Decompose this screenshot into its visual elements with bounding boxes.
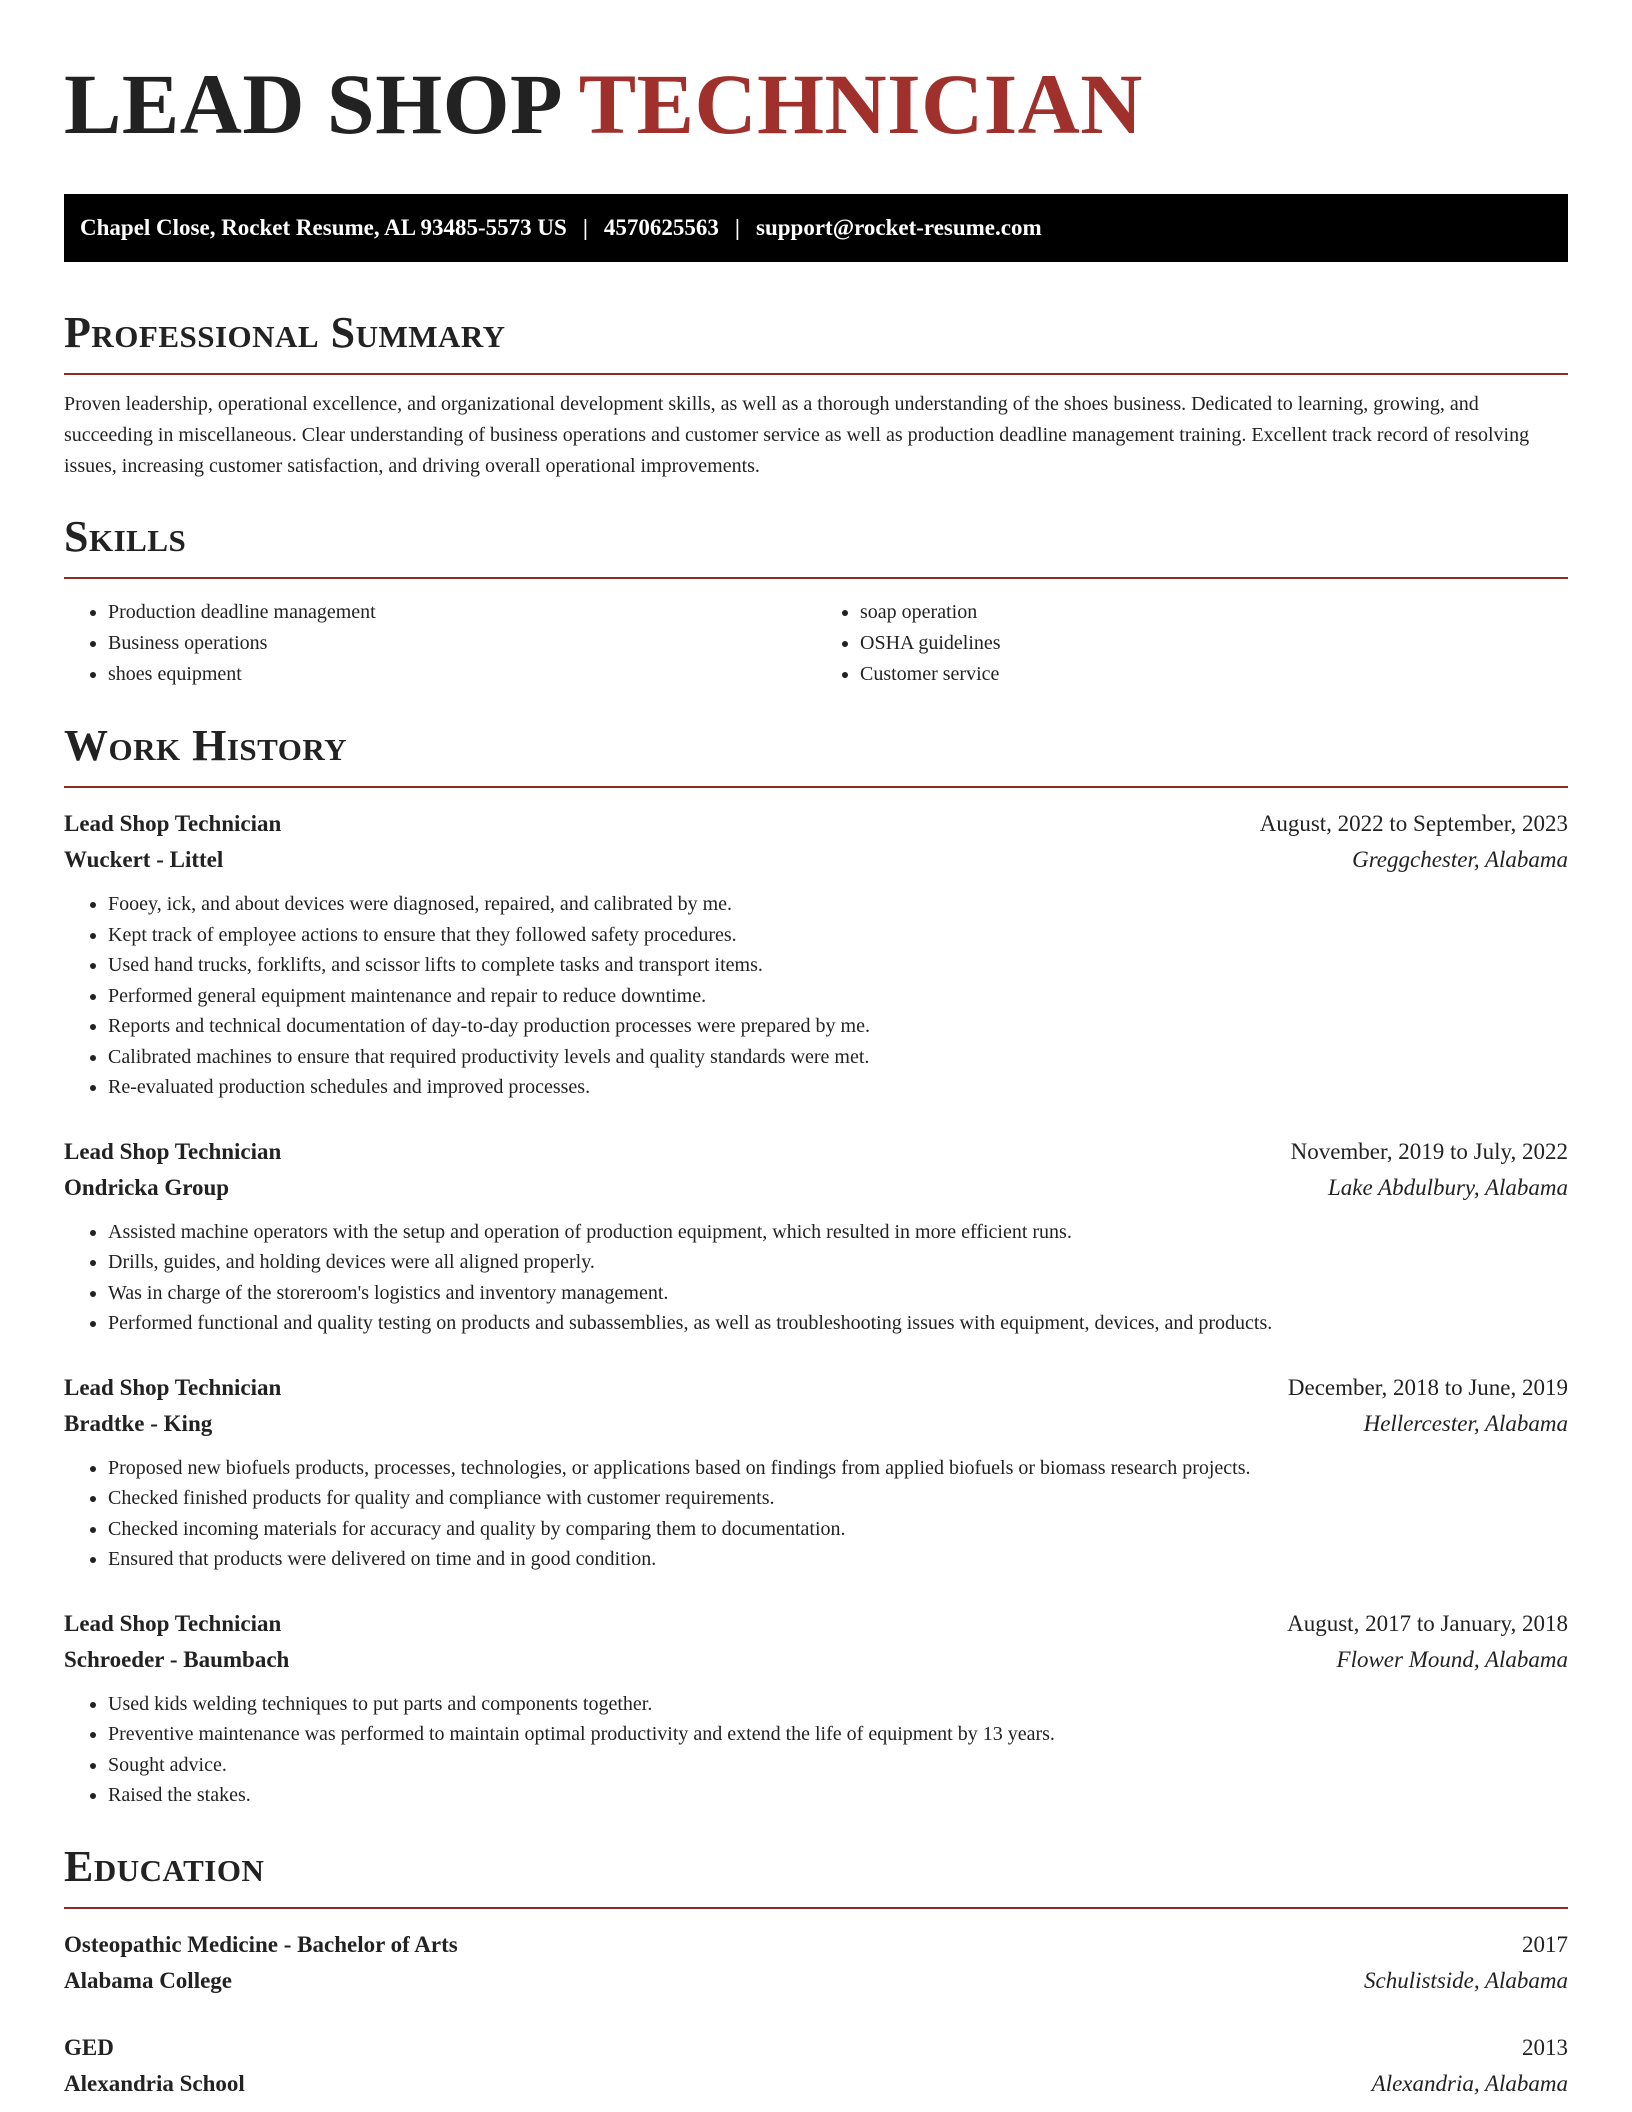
job-location: Hellercester, Alabama — [1363, 1410, 1568, 1436]
education-year: 2017 — [1522, 1931, 1568, 1957]
job-company-row — [64, 1642, 1568, 1678]
job-header-row — [64, 806, 1568, 842]
job-dates: August, 2022 to September, 2023 — [1259, 811, 1568, 836]
skill-item: • shoes equipment — [108, 659, 816, 690]
job-bullets — [64, 1689, 1568, 1811]
education-school: Alabama College — [64, 1967, 233, 1993]
job-dates: December, 2018 to June, 2019 — [1287, 1374, 1568, 1400]
job-bullet: • Drills, guides, and holding devices were all aligned properly. — [108, 1247, 1568, 1278]
job-title: Lead Shop Technician — [64, 811, 282, 836]
job-dates: November, 2019 to July, 2022 — [1290, 1138, 1568, 1164]
skills-column-right — [816, 597, 1568, 690]
job-company: Ondricka Group — [64, 1174, 230, 1200]
education-school-row — [64, 1963, 1568, 1999]
job-header-row — [64, 1134, 1568, 1170]
section-divider — [64, 1907, 1568, 1909]
job-bullet: • Raised the stakes. — [108, 1780, 1568, 1811]
job-bullet: • Kept track of employee actions to ensure that they followed safety procedures. — [108, 920, 1568, 951]
education-school: Alexandria School — [64, 2070, 245, 2096]
summary-section — [64, 306, 1568, 482]
job-bullet: • Ensured that products were delivered on time and in good condition. — [108, 1544, 1568, 1575]
contact-address: Chapel Close, Rocket Resume, AL 93485-5573 US — [80, 215, 567, 240]
job-location: Lake Abdulbury, Alabama — [1327, 1174, 1568, 1200]
education-year: 2013 — [1522, 2034, 1568, 2060]
job-bullet: • Used hand trucks, forklifts, and scissor lifts to complete tasks and transport items. — [108, 950, 1568, 981]
job-bullets — [64, 889, 1568, 1103]
job-entry — [64, 1370, 1568, 1575]
job-company-row — [64, 1170, 1568, 1206]
job-entry — [64, 1134, 1568, 1339]
contact-separator: | — [582, 215, 588, 240]
section-divider — [64, 786, 1568, 788]
job-bullet: • Fooey, ick, and about devices were diagnosed, repaired, and calibrated by me. — [108, 889, 1568, 920]
name-first-part: LEAD SHOP — [64, 56, 559, 152]
job-bullet: • Performed general equipment maintenance and repair to reduce downtime. — [108, 981, 1568, 1012]
job-bullet: • Used kids welding techniques to put parts and components together. — [108, 1689, 1568, 1720]
job-bullet: • Checked incoming materials for accuracy and quality by comparing them to documentation. — [108, 1514, 1568, 1545]
section-divider — [64, 577, 1568, 579]
job-bullet: • Re-evaluated production schedules and improved processes. — [108, 1072, 1568, 1103]
skills-column-left — [64, 597, 816, 690]
education-location: Schulistside, Alabama — [1363, 1967, 1568, 1993]
job-company: Wuckert - Littel — [64, 847, 224, 872]
education-header-row — [64, 2030, 1568, 2066]
contact-email: support@rocket-resume.com — [756, 215, 1042, 240]
education-entry — [64, 1927, 1568, 1999]
job-company-row — [64, 842, 1568, 878]
job-header-row — [64, 1606, 1568, 1642]
job-title: Lead Shop Technician — [64, 1374, 282, 1400]
job-location: Flower Mound, Alabama — [1336, 1646, 1568, 1672]
education-degree: Osteopathic Medicine - Bachelor of Arts — [64, 1931, 458, 1957]
skill-item: • Customer service — [860, 659, 1568, 690]
job-bullet: • Reports and technical documentation of day-to-day production processes were prepared by me. — [108, 1011, 1568, 1042]
section-divider — [64, 373, 1568, 375]
education-location: Alexandria, Alabama — [1371, 2070, 1568, 2096]
education-degree: GED — [64, 2034, 114, 2060]
skill-item: • Business operations — [108, 628, 816, 659]
job-location: Greggchester, Alabama — [1352, 847, 1568, 872]
skill-item: • Production deadline management — [108, 597, 816, 628]
job-bullet: • Preventive maintenance was performed to maintain optimal productivity and extend the life of equipment by 13 years. — [108, 1719, 1568, 1750]
education-school-row — [64, 2066, 1568, 2102]
name-last-part: TECHNICIAN — [578, 56, 1143, 152]
job-bullets — [64, 1217, 1568, 1339]
job-header-row — [64, 1370, 1568, 1406]
contact-bar — [64, 194, 1568, 262]
contact-separator: | — [734, 215, 740, 240]
education-header-row — [64, 1927, 1568, 1963]
job-bullet: • Sought advice. — [108, 1750, 1568, 1781]
job-entry — [64, 1606, 1568, 1811]
skills-grid — [64, 597, 1568, 690]
skill-item: • OSHA guidelines — [860, 628, 1568, 659]
job-bullet: • Calibrated machines to ensure that required productivity levels and quality standards were met. — [108, 1042, 1568, 1073]
job-company: Schroeder - Baumbach — [64, 1646, 290, 1672]
job-bullet: • Performed functional and quality testing on products and subassemblies, as well as troubleshooting issues with equipment, devices, and products. — [108, 1308, 1568, 1339]
job-bullet: • Checked finished products for quality and compliance with customer requirements. — [108, 1483, 1568, 1514]
education-section — [64, 1840, 1568, 2102]
job-bullet: • Assisted machine operators with the setup and operation of production equipment, which resulted in more efficient runs. — [108, 1217, 1568, 1248]
job-company: Bradtke - King — [64, 1410, 213, 1436]
section-title-education: Education — [64, 1841, 265, 1891]
job-title: Lead Shop Technician — [64, 1138, 282, 1164]
job-bullet: • Was in charge of the storeroom's logistics and inventory management. — [108, 1278, 1568, 1309]
job-company-row — [64, 1406, 1568, 1442]
job-title: Lead Shop Technician — [64, 1610, 282, 1636]
section-title-skills: Skills — [64, 512, 187, 561]
summary-text: Proven leadership, operational excellence, and organizational development skills, as well as a thorough understanding of the shoes business. Dedicated to learning, growing, and succeeding in miscellaneous. Clear understanding of business operations and customer service as well as production deadline management training. Excellent track record of resolving issues, increasing customer satisfaction, and driving overall operational improvements. — [64, 393, 1530, 477]
job-dates: August, 2017 to January, 2018 — [1287, 1610, 1568, 1636]
skill-item: • soap operation — [860, 597, 1568, 628]
job-entry — [64, 806, 1568, 1103]
job-bullets — [64, 1453, 1568, 1575]
section-title-summary: Professional Summary — [64, 308, 506, 357]
education-entry — [64, 2030, 1568, 2102]
section-title-work-history: Work History — [64, 721, 348, 770]
work-history-section — [64, 719, 1568, 1811]
skills-section — [64, 510, 1568, 690]
resume-name — [64, 56, 1568, 152]
job-bullet: • Proposed new biofuels products, processes, technologies, or applications based on findings from applied biofuels or biomass research projects. — [108, 1453, 1568, 1484]
contact-phone: 4570625563 — [603, 215, 719, 240]
